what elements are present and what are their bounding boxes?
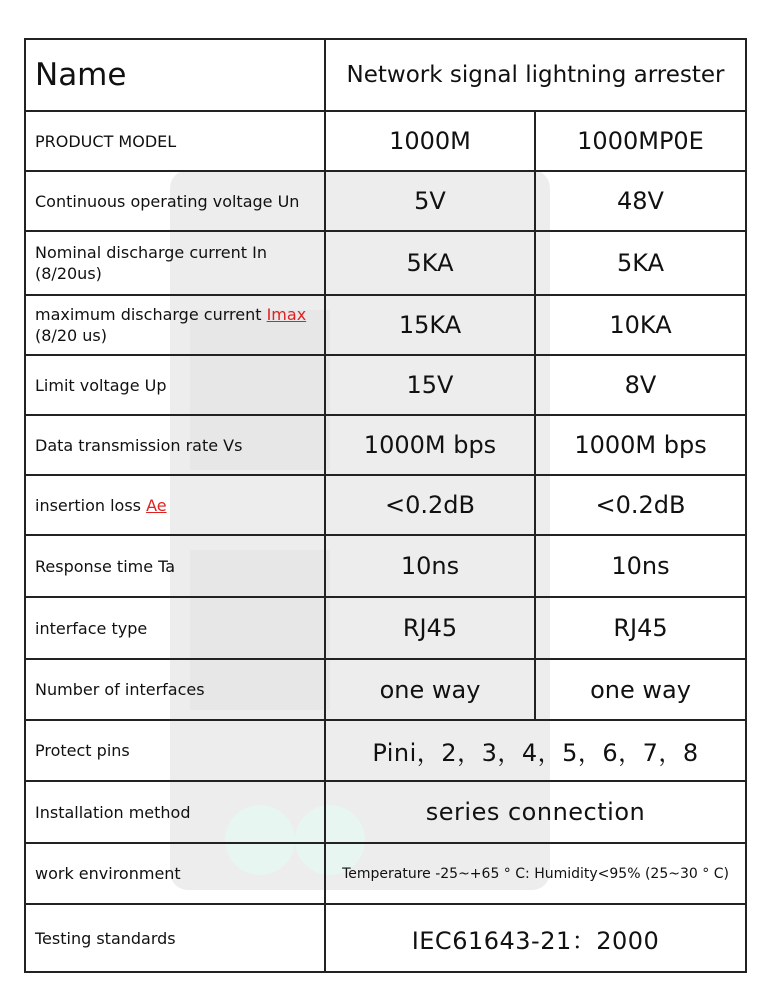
value-cell-1: <0.2dB: [325, 475, 535, 535]
value-cell-1: 1000M bps: [325, 415, 535, 475]
row-label: work environment: [25, 843, 325, 904]
row-label-highlight: Imax: [266, 305, 307, 324]
value-cell-2: 10ns: [535, 535, 746, 597]
value-cell-2: RJ45: [535, 597, 746, 659]
name-header-cell: Name: [25, 39, 325, 111]
value-cell-2: 1000M bps: [535, 415, 746, 475]
row-label: Data transmission rate Vs: [25, 415, 325, 475]
row-label: Testing standards: [25, 904, 325, 972]
value-cell-2: 5KA: [535, 231, 746, 295]
table-row-header: [25, 39, 746, 111]
row-label: Limit voltage Up: [25, 355, 325, 415]
table-row-install: [25, 781, 746, 843]
value-cell-2: 48V: [535, 171, 746, 231]
value-cell-1: 15KA: [325, 295, 535, 355]
value-cell-1: 1000M: [325, 111, 535, 171]
value-cell-merged: series connection: [325, 781, 746, 843]
table-row-loss: [25, 475, 746, 535]
row-label: [25, 295, 325, 355]
row-label-line1: [35, 304, 324, 325]
row-label-highlight: Ae: [146, 495, 167, 515]
value-cell-2: 1000MP0E: [535, 111, 746, 171]
row-label: PRODUCT MODEL: [25, 111, 325, 171]
value-cell-merged: IEC61643-21：2000: [325, 904, 746, 972]
value-cell-2: <0.2dB: [535, 475, 746, 535]
table-row-response: [25, 535, 746, 597]
table-row-environment: [25, 843, 746, 904]
row-label-line1: Nominal discharge current In: [35, 243, 267, 262]
row-label-text: maximum discharge current: [35, 305, 267, 324]
row-label: Installation method: [25, 781, 325, 843]
table-row-interface: [25, 597, 746, 659]
table-row-pins: [25, 720, 746, 781]
value-cell-1: RJ45: [325, 597, 535, 659]
table-row-model: [25, 111, 746, 171]
table-row-standard: [25, 904, 746, 972]
product-title-cell: Network signal lightning arrester: [325, 39, 746, 111]
table-row-count: [25, 659, 746, 720]
table-row-max-current: [25, 295, 746, 355]
table-row-nominal: [25, 231, 746, 295]
value-cell-2: 8V: [535, 355, 746, 415]
row-label: Response time Ta: [25, 535, 325, 597]
row-label: [25, 475, 325, 535]
value-cell-1: 10ns: [325, 535, 535, 597]
spec-table: [24, 38, 747, 973]
value-cell-merged: Pini，2，3，4，5，6，7，8: [325, 720, 746, 781]
table-row-limit: [25, 355, 746, 415]
row-label: Number of interfaces: [25, 659, 325, 720]
row-label: interface type: [25, 597, 325, 659]
value-cell-1: 5V: [325, 171, 535, 231]
value-cell-merged: Temperature -25~+65 ° C: Humidity<95% (25~30 ° C): [325, 843, 746, 904]
value-cell-1: 5KA: [325, 231, 535, 295]
row-label: Continuous operating voltage Un: [25, 171, 325, 231]
value-cell-2: 10KA: [535, 295, 746, 355]
row-label-line2: (8/20us): [35, 264, 102, 283]
value-cell-2: one way: [535, 659, 746, 720]
table-row-rate: [25, 415, 746, 475]
row-label: Protect pins: [25, 720, 325, 781]
row-label-text: insertion loss: [35, 495, 147, 515]
value-cell-1: 15V: [325, 355, 535, 415]
table-row-voltage: [25, 171, 746, 231]
row-label-line2: (8/20 us): [35, 326, 107, 345]
value-cell-1: one way: [325, 659, 535, 720]
row-label: [25, 231, 325, 295]
